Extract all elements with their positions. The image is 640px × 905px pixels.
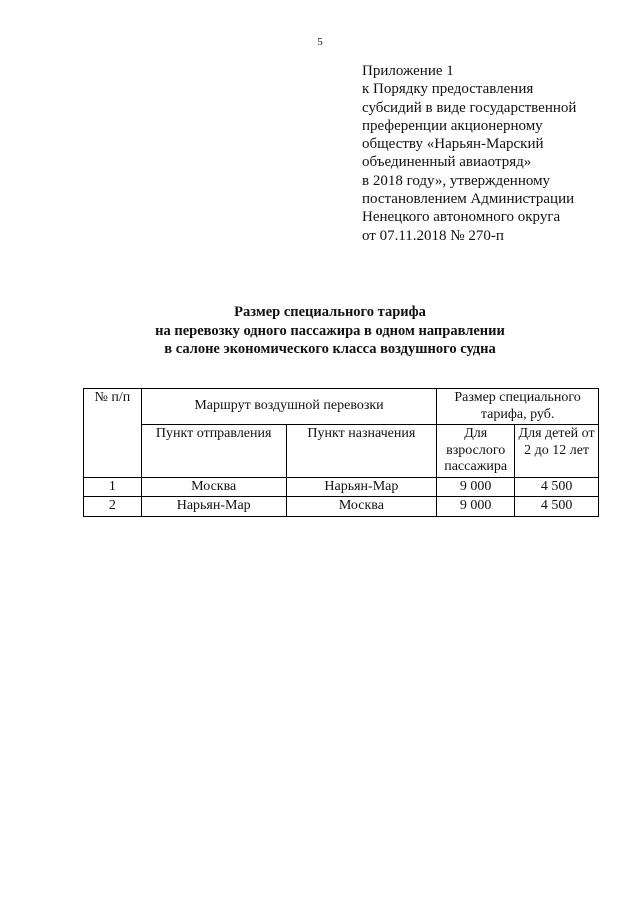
header-adult: Для взрослого пассажира <box>437 425 515 478</box>
table-subheader-row <box>84 425 599 478</box>
table-header-row <box>84 389 599 425</box>
row-child: 4 500 <box>515 497 599 517</box>
row-adult: 9 000 <box>437 497 515 517</box>
row-adult: 9 000 <box>437 477 515 497</box>
appendix-line: к Порядку предоставления <box>362 81 534 98</box>
page-number: 5 <box>317 36 323 48</box>
row-num: 2 <box>84 497 142 517</box>
header-departure: Пункт отправления <box>141 425 286 478</box>
title-line: Размер специального тарифа <box>234 304 426 320</box>
row-num: 1 <box>84 477 142 497</box>
title-line: в салоне экономического класса воздушного судна <box>164 341 496 357</box>
appendix-line: Приложение 1 <box>362 63 454 79</box>
row-child: 4 500 <box>515 477 599 497</box>
header-route: Маршрут воздушной перевозки <box>141 389 436 425</box>
appendix-line: преференции акционерному <box>362 117 543 134</box>
header-child: Для детей от 2 до 12 лет <box>515 425 599 478</box>
appendix-line: субсидий в виде государственной <box>362 99 577 116</box>
header-num: № п/п <box>84 389 142 478</box>
appendix-line: объединенный авиаотряд» <box>362 154 532 171</box>
appendix-line: постановлением Администрации <box>362 191 575 208</box>
appendix-line: обществу «Нарьян-Марский <box>362 136 544 153</box>
row-departure: Москва <box>141 477 286 497</box>
appendix-header <box>362 62 632 245</box>
document-title <box>0 303 640 359</box>
header-destination: Пункт назначения <box>286 425 437 478</box>
row-destination: Москва <box>286 497 437 517</box>
table-row <box>84 477 599 497</box>
title-line: на перевозку одного пассажира в одном направлении <box>155 322 505 339</box>
appendix-line: от 07.11.2018 № 270-п <box>362 227 504 244</box>
header-tariff: Размер специального тарифа, руб. <box>437 389 599 425</box>
row-destination: Нарьян-Мар <box>286 477 437 497</box>
appendix-line: Ненецкого автономного округа <box>362 209 561 226</box>
table-row <box>84 497 599 517</box>
tariff-table <box>83 388 599 517</box>
row-departure: Нарьян-Мар <box>141 497 286 517</box>
appendix-line: в 2018 году», утвержденному <box>362 172 551 189</box>
